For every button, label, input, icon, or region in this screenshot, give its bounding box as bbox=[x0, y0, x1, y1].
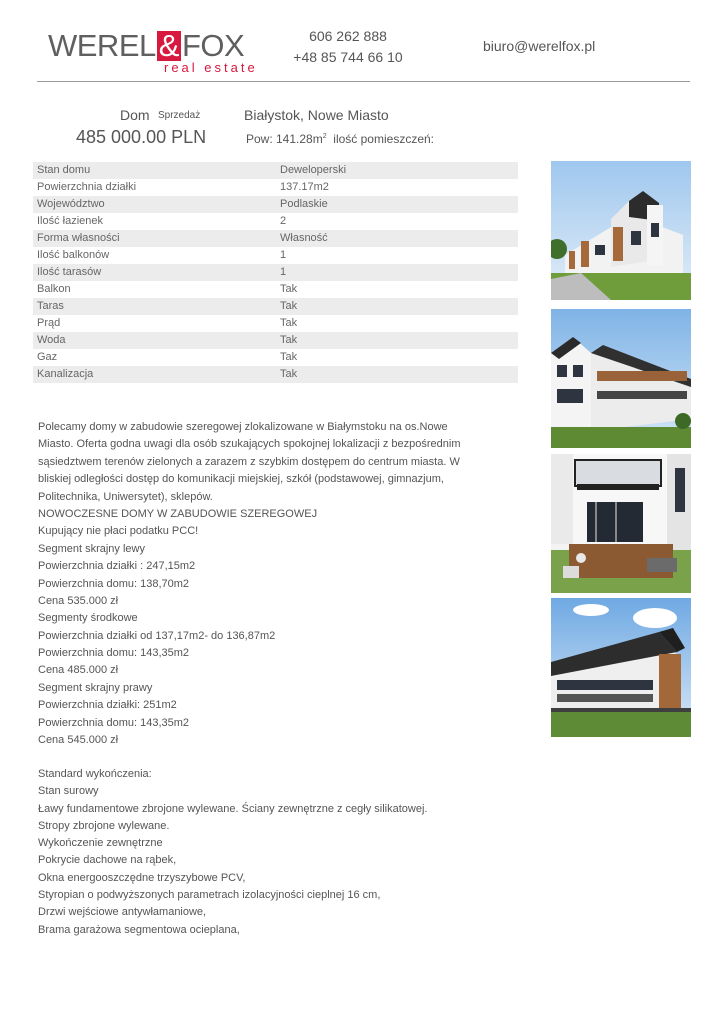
param-name: Województwo bbox=[37, 198, 105, 210]
param-name: Woda bbox=[37, 334, 66, 346]
finish-standard bbox=[38, 766, 478, 939]
standard-line: Standard wykończenia: bbox=[38, 768, 152, 780]
description-line: sąsiedztwem terenów zielonych a zarazem z szybkim dostępem do centrum miasta. W bbox=[38, 455, 460, 468]
param-value: Podlaskie bbox=[280, 198, 328, 210]
description-line: bliskiej odległości dostęp do komunikacji miejskiej, szkół (podstawowej, gimnazjum, bbox=[38, 473, 444, 486]
description-line: Powierzchnia domu: 143,35m2 bbox=[38, 647, 190, 660]
table-row bbox=[33, 230, 518, 247]
contact-email[interactable]: biuro@werelfox.pl bbox=[483, 38, 596, 54]
table-row bbox=[33, 349, 518, 366]
rooms-label: ilość pomieszczeń: bbox=[333, 132, 435, 146]
description-line: Segment skrajny lewy bbox=[38, 542, 145, 555]
logo-wordmark bbox=[48, 30, 244, 62]
table-row bbox=[33, 315, 518, 332]
param-value: Tak bbox=[280, 300, 298, 312]
standard-line: Okna energooszczędne trzyszybowe PCV, bbox=[38, 871, 246, 884]
table-row bbox=[33, 247, 518, 264]
listing-description bbox=[38, 419, 478, 749]
param-name: Balkon bbox=[37, 283, 71, 295]
table-row bbox=[33, 298, 518, 315]
description-line: Miasto. Oferta godna uwagi dla osób szukających spokojnej lokalizacji z bezpośrednim bbox=[38, 438, 461, 451]
param-value: Tak bbox=[280, 368, 298, 380]
standard-line: Stropy zbrojone wylewane. bbox=[38, 819, 170, 832]
property-photo[interactable] bbox=[551, 161, 691, 300]
header-divider bbox=[37, 81, 690, 82]
description-line: Powierzchnia działki od 137,17m2- do 136,87m2 bbox=[38, 629, 276, 642]
param-value: Własność bbox=[280, 232, 328, 244]
standard-line: Drzwi wejściowe antywłamaniowe, bbox=[38, 906, 207, 919]
property-photo[interactable] bbox=[551, 598, 691, 737]
description-line: Powierzchnia domu: 138,70m2 bbox=[38, 577, 190, 590]
description-line: Cena 535.000 zł bbox=[38, 594, 119, 607]
property-price: 485 000.00 PLN bbox=[76, 127, 207, 147]
logo-ampersand: & bbox=[158, 28, 179, 63]
param-value: Tak bbox=[280, 351, 298, 363]
logo-word-left: WEREL bbox=[48, 28, 156, 63]
area-value: Pow: 141.28m bbox=[246, 132, 323, 146]
standard-line: Pokrycie dachowe na rąbek, bbox=[38, 854, 177, 867]
param-name: Gaz bbox=[37, 351, 58, 363]
company-logo bbox=[48, 30, 260, 76]
description-line: Powierzchnia działki: 251m2 bbox=[38, 699, 177, 712]
table-row bbox=[33, 281, 518, 298]
param-name: Ilość balkonów bbox=[37, 249, 110, 261]
property-location: Białystok, Nowe Miasto bbox=[244, 107, 389, 123]
table-row bbox=[33, 213, 518, 230]
table-row bbox=[33, 264, 518, 281]
description-line: NOWOCZESNE DOMY W ZABUDOWIE SZEREGOWEJ bbox=[38, 507, 318, 520]
logo-word-right: FOX bbox=[181, 28, 245, 63]
param-value: Tak bbox=[280, 283, 298, 295]
property-photo[interactable] bbox=[551, 309, 691, 448]
standard-line: Wykończenie zewnętrzne bbox=[38, 837, 163, 850]
param-value: 1 bbox=[280, 266, 287, 278]
logo-tagline: real estate bbox=[164, 60, 258, 75]
standard-line: Styropian o podwyższonych parametrach izolacyjności cieplnej 16 cm, bbox=[38, 889, 381, 902]
param-name: Kanalizacja bbox=[37, 368, 94, 380]
param-name: Taras bbox=[37, 300, 64, 312]
deal-type: Sprzedaż bbox=[158, 110, 201, 121]
param-name: Prąd bbox=[37, 317, 61, 329]
description-line: Segmenty środkowe bbox=[38, 612, 138, 625]
description-line: Segment skrajny prawy bbox=[38, 681, 153, 694]
standard-line: Brama garażowa segmentowa ocieplana, bbox=[38, 923, 240, 936]
table-row bbox=[33, 366, 518, 383]
param-value: Tak bbox=[280, 334, 298, 346]
table-row bbox=[33, 179, 518, 196]
description-line: Powierzchnia domu: 143,35m2 bbox=[38, 716, 190, 729]
description-line: Polecamy domy w zabudowie szeregowej zlokalizowane w Białymstoku na os.Nowe bbox=[38, 421, 448, 433]
table-row bbox=[33, 196, 518, 213]
standard-line: Ławy fundamentowe zbrojone wylewane. Ściany zewnętrzne z cegły silikatowej. bbox=[38, 802, 428, 815]
table-row bbox=[33, 332, 518, 349]
description-line: Kupujący nie płaci podatku PCC! bbox=[38, 525, 199, 538]
description-line: Cena 545.000 zł bbox=[38, 734, 119, 747]
phone-mobile[interactable]: 606 262 888 bbox=[309, 28, 387, 44]
param-value: 137.17m2 bbox=[280, 181, 329, 193]
property-photo[interactable] bbox=[551, 454, 691, 593]
area-unit-exponent: 2 bbox=[322, 133, 327, 140]
param-name: Powierzchnia działki bbox=[37, 181, 137, 193]
param-value: Tak bbox=[280, 317, 298, 329]
param-value: Deweloperski bbox=[280, 164, 347, 176]
standard-line: Stan surowy bbox=[38, 785, 99, 798]
table-row bbox=[33, 162, 518, 179]
param-name: Ilość łazienek bbox=[37, 215, 104, 227]
param-value: 2 bbox=[280, 215, 287, 227]
description-line: Powierzchnia działki : 247,15m2 bbox=[38, 560, 196, 573]
parameters-table bbox=[33, 162, 518, 383]
param-value: 1 bbox=[280, 249, 287, 261]
description-line: Politechnika, Uniwersytet), sklepów. bbox=[38, 490, 213, 503]
property-type: Dom bbox=[120, 107, 150, 123]
phone-landline[interactable]: +48 85 744 66 10 bbox=[293, 49, 403, 65]
description-line: Cena 485.000 zł bbox=[38, 664, 119, 677]
param-name: Forma własności bbox=[37, 232, 120, 244]
param-name: Stan domu bbox=[37, 164, 91, 176]
property-area bbox=[246, 132, 434, 146]
param-name: Ilość tarasów bbox=[37, 266, 102, 278]
